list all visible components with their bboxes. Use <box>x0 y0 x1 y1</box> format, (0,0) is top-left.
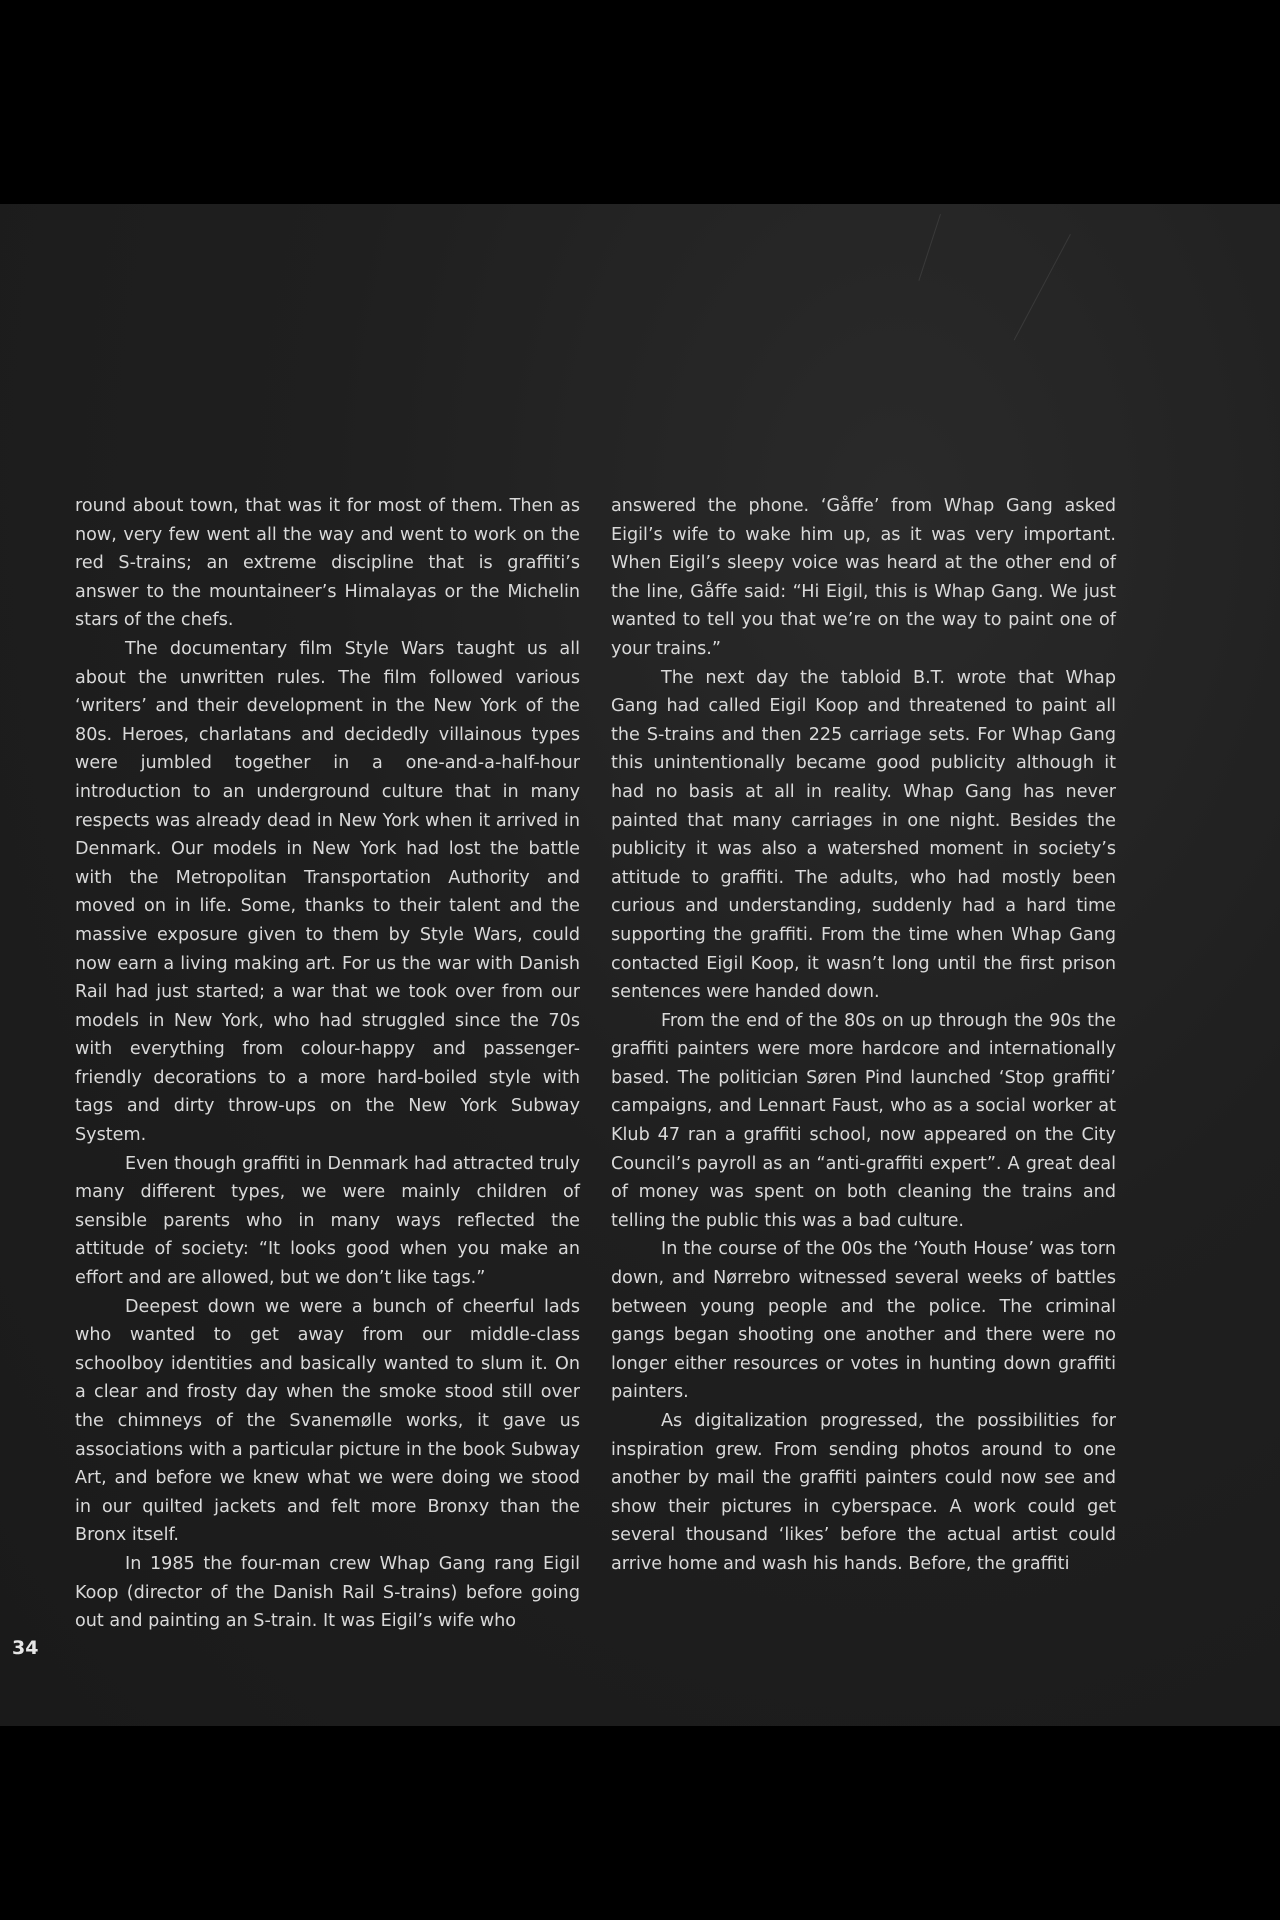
paragraph: The documentary film Style Wars taught us all about the unwritten rules. The film followed various ‘writers’ and their development in the New York of the 80s. Heroes, charlatans and decidedly villainous types were jumbled together in a one-and-a-half-hour introduction to an underground culture that in many respects was already dead in New York when it arrived in Denmark. Our models in New York had lost the battle with the Metropolitan Transportation Authority and moved on in life. Some, thanks to their talent and the massive exposure given to them by Style Wars, could now earn a living making art. For us the war with Danish Rail had just started; a war that we took over from our models in New York, who had struggled since the 70s with everything from colour-happy and passenger-friendly decorations to a more hard-boiled style with tags and dirty throw-ups on the New York Subway System. <box>75 638 580 1146</box>
page-number: 34 <box>12 1637 39 1659</box>
paragraph: In the course of the 00s the ‘Youth House’ was torn down, and Nørrebro witnessed several weeks of battles between young people and the police. The criminal gangs began shooting one another and there were no longer either resources or votes in hunting down graffiti painters. <box>611 1239 1116 1403</box>
paragraph: round about town, that was it for most of them. Then as now, very few went all the way and went to work on the red S-trains; an extreme discipline that is graffiti’s answer to the mountaineer’s Himalayas or the Michelin stars of the chefs. <box>75 496 580 631</box>
scratch-mark <box>918 214 941 281</box>
paragraph: From the end of the 80s on up through the 90s the graffiti painters were more hardcore and internationally based. The politician Søren Pind launched ‘Stop graffiti’ campaigns, and Lennart Faust, who as a social worker at Klub 47 ran a graffiti school, now appeared on the City Council’s payroll as an “anti-graffiti expert”. A great deal of money was spent on both cleaning the trains and telling the public this was a bad culture. <box>611 1010 1116 1231</box>
left-text-column <box>75 492 580 1636</box>
paragraph: answered the phone. ‘Gåffe’ from Whap Gang asked Eigil’s wife to wake him up, as it was very important. When Eigil’s sleepy voice was heard at the other end of the line, Gåffe said: “Hi Eigil, this is Whap Gang. We just wanted to tell you that we’re on the way to paint one of your trains.” <box>611 496 1116 659</box>
paragraph: In 1985 the four-man crew Whap Gang rang Eigil Koop (director of the Danish Rail S-trains) before going out and painting an S-train. It was Eigil’s wife who <box>75 1553 580 1632</box>
scratch-mark <box>1014 234 1071 340</box>
paragraph: Deepest down we were a bunch of cheerful lads who wanted to get away from our middle-class schoolboy identities and basically wanted to slum it. On a clear and frosty day when the smoke stood still over the chimneys of the Svanemølle works, it gave us associations with a particular picture in the book Subway Art, and before we knew what we were doing we stood in our quilted jackets and felt more Bronxy than the Bronx itself. <box>75 1296 580 1546</box>
paragraph: Even though graffiti in Denmark had attracted truly many different types, we were mainly children of sensible parents who in many ways reflected the attitude of society: “It looks good when you make an effort and are allowed, but we don’t like tags.” <box>75 1153 580 1289</box>
paragraph: The next day the tabloid B.T. wrote that Whap Gang had called Eigil Koop and threatened to paint all the S-trains and then 225 carriage sets. For Whap Gang this unintentionally became good publicity although it had no basis at all in reality. Whap Gang has never painted that many carriages in one night. Besides the publicity it was also a watershed moment in society’s attitude to graffiti. The adults, who had mostly been curious and understanding, suddenly had a hard time supporting the graffiti. From the time when Whap Gang contacted Eigil Koop, it wasn’t long until the first prison sentences were handed down. <box>611 667 1116 1003</box>
paragraph: As digitalization progressed, the possibilities for inspiration grew. From sending photos around to one another by mail the graffiti painters could now see and show their pictures in cyberspace. A work could get several thousand ‘likes’ before the actual artist could arrive home and wash his hands. Before, the graffiti <box>611 1411 1116 1574</box>
right-text-column <box>611 492 1116 1579</box>
book-page <box>0 204 1280 1726</box>
